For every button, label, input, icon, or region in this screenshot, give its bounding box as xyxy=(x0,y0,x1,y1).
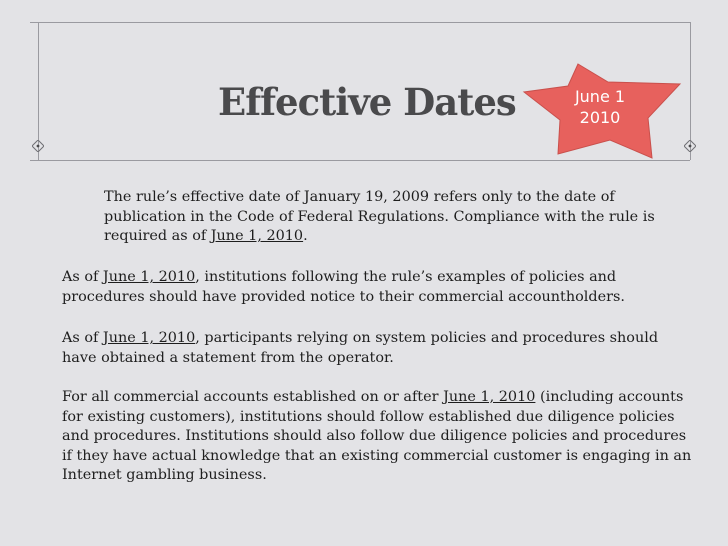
text-run: As of xyxy=(62,269,103,285)
text-run: The rule’s effective date of January 19, 2009 refers only to the date of xyxy=(104,189,615,205)
date-highlight: June 1, 2010 xyxy=(443,389,536,405)
text-run: As of xyxy=(62,330,103,346)
date-highlight: June 1, 2010 xyxy=(210,228,304,244)
left-diamond-icon xyxy=(32,140,44,152)
text-run: if they have actual knowledge that an existing commercial customer is engaging in an xyxy=(62,447,692,464)
text-run: , institutions following the rule’s examples of policies and xyxy=(195,269,617,285)
badge-line-2: 2010 xyxy=(579,108,621,127)
text-run: (including accounts xyxy=(535,389,684,405)
text-run: required as of xyxy=(104,228,211,244)
text-run: have obtained a statement from the operator. xyxy=(62,349,394,366)
paragraph-institutions-notice xyxy=(62,268,625,307)
text-run: . xyxy=(303,228,308,244)
badge-line-1: June 1 xyxy=(574,87,626,106)
text-run: procedures should have provided notice to their commercial accountholders. xyxy=(62,288,625,305)
page-title: Effective Dates xyxy=(218,80,516,124)
paragraph-due-diligence xyxy=(62,388,691,486)
text-run: Internet gambling business. xyxy=(62,467,267,483)
frame-top-line xyxy=(30,22,690,23)
star-badge-text xyxy=(555,86,645,128)
date-highlight: June 1, 2010 xyxy=(102,269,196,285)
text-run: and procedures. Institutions should also follow due diligence policies and procedures xyxy=(62,428,687,444)
text-run: , participants relying on system policies and procedures should xyxy=(195,330,659,346)
date-highlight: June 1, 2010 xyxy=(102,330,196,346)
text-run: publication in the Code of Federal Regulations. Compliance with the rule is xyxy=(104,208,655,225)
right-diamond-icon xyxy=(684,140,696,152)
paragraph-participants-statement xyxy=(62,329,658,368)
text-run: for existing customers), institutions should follow established due diligence policies xyxy=(62,408,675,425)
paragraph-effective-date xyxy=(104,188,655,247)
text-run: For all commercial accounts established on or after xyxy=(62,389,444,405)
